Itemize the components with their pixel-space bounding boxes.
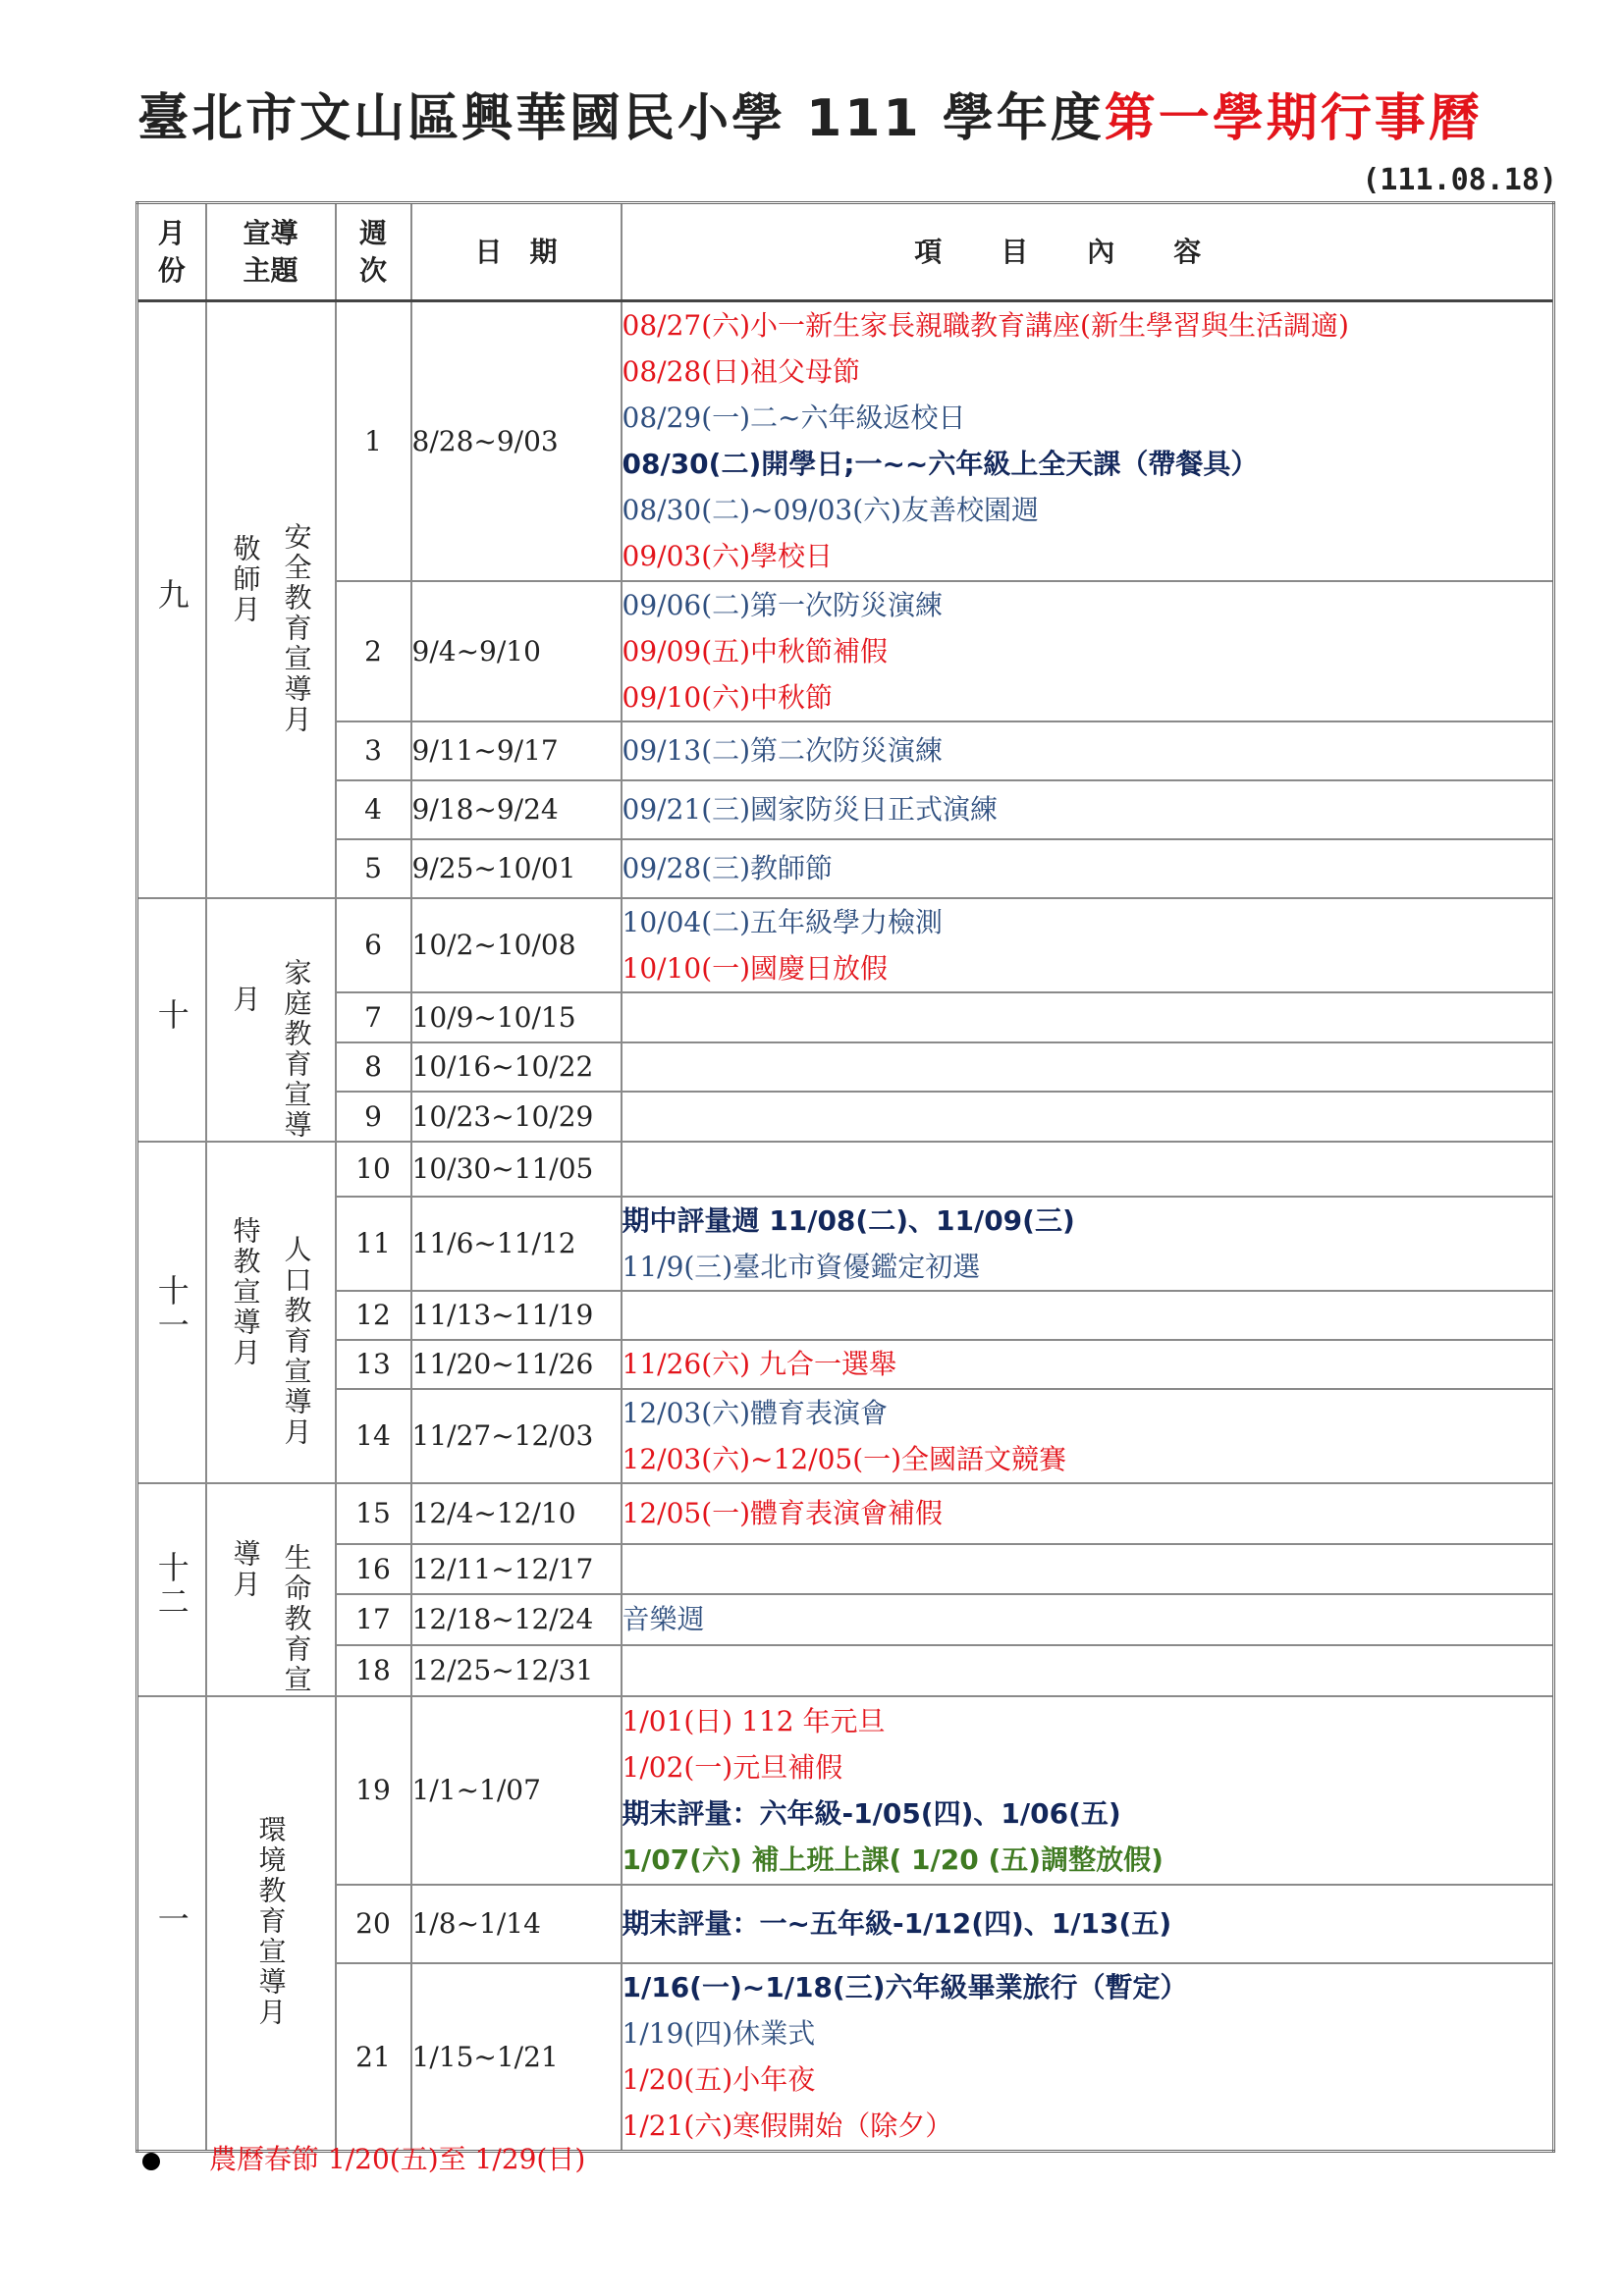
week-dates: 10/2~10/08 — [411, 898, 622, 993]
theme-cell — [206, 1483, 336, 1696]
event-item: 09/28(三)教師節 — [622, 852, 834, 884]
week-dates: 10/30~11/05 — [411, 1142, 622, 1197]
theme-cell — [206, 898, 336, 1142]
week-number: 10 — [336, 1142, 411, 1197]
week-events — [622, 780, 1554, 839]
week-number: 19 — [336, 1696, 411, 1885]
month-label: 九 — [152, 578, 190, 614]
event-item: 期中評量週 11/08(二)、11/09(三) — [622, 1203, 1075, 1237]
table-row — [137, 1042, 1554, 1092]
week-number: 16 — [336, 1544, 411, 1595]
bullet-icon — [142, 2153, 160, 2170]
table-row — [137, 1483, 1554, 1544]
event-item: 音樂週 — [622, 1603, 705, 1636]
table-row — [137, 1645, 1554, 1696]
week-dates: 8/28~9/03 — [411, 301, 622, 581]
month-sep — [137, 301, 206, 898]
event-item: 12/03(六)體育表演會 — [622, 1396, 889, 1429]
event-item: 11/9(三)臺北市資優鑑定初選 — [622, 1250, 981, 1283]
month-label: 十 — [152, 998, 190, 1033]
week-number: 15 — [336, 1483, 411, 1544]
event-item: 1/07(六) 補上班上課( 1/20 (五)調整放假) — [622, 1842, 1164, 1876]
week-dates: 12/11~12/17 — [411, 1544, 622, 1595]
table-row — [137, 1963, 1554, 2152]
theme-label-a: 導月 — [229, 1539, 262, 1600]
week-events — [622, 1042, 1554, 1092]
event-item: 1/01(日) 112 年元旦 — [622, 1704, 886, 1737]
event-item: 09/03(六)學校日 — [622, 540, 834, 573]
week-events — [622, 1142, 1554, 1197]
week-number: 5 — [336, 839, 411, 898]
week-events — [622, 1963, 1554, 2152]
theme-cell — [206, 301, 336, 898]
week-events — [622, 581, 1554, 721]
month-jan — [137, 1696, 206, 2152]
page-title — [137, 77, 1561, 150]
week-events — [622, 301, 1554, 581]
title-main: 臺北市文山區興華國民小學 111 學年度 — [137, 89, 1105, 148]
week-events — [622, 1483, 1554, 1544]
event-item: 1/20(五)小年夜 — [622, 2063, 816, 2097]
week-events — [622, 992, 1554, 1041]
week-dates: 9/18~9/24 — [411, 780, 622, 839]
week-number: 18 — [336, 1645, 411, 1696]
event-item: 期末評量：一~五年級-1/12(四)、1/13(五) — [622, 1907, 1172, 1940]
table-row — [137, 1696, 1554, 1885]
week-events — [622, 1389, 1554, 1483]
week-events — [622, 721, 1554, 780]
week-dates: 11/20~11/26 — [411, 1340, 622, 1389]
week-events — [622, 1092, 1554, 1141]
theme-label-a: 特教宣導月 — [229, 1216, 262, 1368]
week-dates: 10/9~10/15 — [411, 992, 622, 1041]
week-number: 1 — [336, 301, 411, 581]
event-item: 期末評量：六年級-1/05(四)、1/06(五) — [622, 1796, 1121, 1830]
header-week: 週次 — [336, 203, 411, 301]
event-item: 11/26(六) 九合一選舉 — [622, 1348, 896, 1380]
theme-cell — [206, 1696, 336, 2152]
week-dates: 9/11~9/17 — [411, 721, 622, 780]
event-item: 08/27(六)小一新生家長親職教育講座(新生學習與生活調適) — [622, 309, 1349, 343]
week-dates: 10/23~10/29 — [411, 1092, 622, 1141]
event-item: 09/09(五)中秋節補假 — [622, 634, 889, 667]
week-dates: 12/18~12/24 — [411, 1594, 622, 1645]
week-dates: 1/1~1/07 — [411, 1696, 622, 1885]
event-item: 09/06(二)第一次防災演練 — [622, 588, 944, 621]
table-row — [137, 1340, 1554, 1389]
month-oct — [137, 898, 206, 1142]
table-row — [137, 1544, 1554, 1595]
event-item: 12/05(一)體育表演會補假 — [622, 1497, 944, 1529]
event-item: 08/28(日)祖父母節 — [622, 355, 861, 389]
table-row — [137, 301, 1554, 581]
week-dates: 11/6~11/12 — [411, 1197, 622, 1291]
table-row — [137, 992, 1554, 1041]
header-date: 日 期 — [411, 203, 622, 301]
event-item: 08/30(二)~09/03(六)友善校園週 — [622, 494, 1040, 527]
week-dates: 12/25~12/31 — [411, 1645, 622, 1696]
theme-label-b: 生命教育宣 — [280, 1542, 313, 1695]
theme-cell — [206, 1142, 336, 1483]
week-events — [622, 1645, 1554, 1696]
event-item: 09/21(三)國家防災日正式演練 — [622, 793, 999, 826]
table-row — [137, 1291, 1554, 1340]
month-label: 一 — [152, 1901, 190, 1937]
header-month: 月份 — [137, 203, 206, 301]
week-events — [622, 1291, 1554, 1340]
event-item: 1/19(四)休業式 — [622, 2017, 816, 2051]
week-events — [622, 1696, 1554, 1885]
week-events — [622, 898, 1554, 993]
week-number: 7 — [336, 992, 411, 1041]
week-events — [622, 839, 1554, 898]
week-events — [622, 1197, 1554, 1291]
table-row — [137, 898, 1554, 993]
document-date: (111.08.18) — [1362, 163, 1557, 197]
table-row — [137, 1885, 1554, 1963]
event-item: 10/04(二)五年級學力檢測 — [622, 905, 944, 938]
week-number: 8 — [336, 1042, 411, 1092]
header-row — [137, 203, 1554, 301]
week-number: 6 — [336, 898, 411, 993]
event-item: 1/21(六)寒假開始（除夕） — [622, 2109, 953, 2143]
calendar-table — [135, 201, 1555, 2153]
week-dates: 9/4~9/10 — [411, 581, 622, 721]
month-nov — [137, 1142, 206, 1483]
week-number: 11 — [336, 1197, 411, 1291]
week-dates: 1/8~1/14 — [411, 1885, 622, 1963]
week-number: 3 — [336, 721, 411, 780]
week-events — [622, 1340, 1554, 1389]
week-events — [622, 1594, 1554, 1645]
week-number: 17 — [336, 1594, 411, 1645]
event-item: 1/02(一)元旦補假 — [622, 1750, 843, 1784]
week-number: 12 — [336, 1291, 411, 1340]
theme-label-a: 敬師月 — [229, 534, 262, 626]
theme-label-b: 家庭教育宣導 — [280, 957, 313, 1141]
table-row — [137, 839, 1554, 898]
theme-label: 環境教育宣導月 — [254, 1814, 288, 2028]
table-row — [137, 1197, 1554, 1291]
week-dates: 10/16~10/22 — [411, 1042, 622, 1092]
header-items: 項目內容 — [622, 203, 1554, 301]
theme-label-a: 月 — [229, 985, 262, 1015]
event-item: 08/30(二)開學日;一~~六年級上全天課（帶餐具） — [622, 448, 1259, 481]
table-row — [137, 581, 1554, 721]
event-item: 09/10(六)中秋節 — [622, 680, 834, 714]
week-events — [622, 1885, 1554, 1963]
table-row — [137, 721, 1554, 780]
event-item: 10/10(一)國慶日放假 — [622, 951, 889, 985]
week-number: 21 — [336, 1963, 411, 2152]
month-dec — [137, 1483, 206, 1696]
event-item: 12/03(六)~12/05(一)全國語文競賽 — [622, 1442, 1067, 1475]
header-theme: 宣導主題 — [206, 203, 336, 301]
week-number: 20 — [336, 1885, 411, 1963]
week-dates: 1/15~1/21 — [411, 1963, 622, 2152]
week-number: 14 — [336, 1389, 411, 1483]
theme-label-b: 安全教育宣導月 — [280, 522, 313, 736]
event-item: 09/13(二)第二次防災演練 — [622, 734, 944, 767]
week-dates: 11/13~11/19 — [411, 1291, 622, 1340]
table-row — [137, 1594, 1554, 1645]
month-label: 十一 — [152, 1273, 190, 1343]
week-events — [622, 1544, 1554, 1595]
table-row — [137, 1389, 1554, 1483]
table-row — [137, 1142, 1554, 1197]
week-number: 2 — [336, 581, 411, 721]
week-number: 13 — [336, 1340, 411, 1389]
week-dates: 12/4~12/10 — [411, 1483, 622, 1544]
week-dates: 11/27~12/03 — [411, 1389, 622, 1483]
footnote-text: 農曆春節 1/20(五)至 1/29(日) — [209, 2143, 586, 2175]
event-item: 08/29(一)二~六年級返校日 — [622, 401, 966, 435]
week-number: 9 — [336, 1092, 411, 1141]
title-highlight: 第一學期行事曆 — [1104, 89, 1483, 148]
table-row — [137, 1092, 1554, 1141]
theme-label-b: 人口教育宣導月 — [280, 1235, 313, 1448]
table-row — [137, 780, 1554, 839]
week-number: 4 — [336, 780, 411, 839]
event-item: 1/16(一)~1/18(三)六年級畢業旅行（暫定） — [622, 1971, 1188, 2004]
week-dates: 9/25~10/01 — [411, 839, 622, 898]
footnote — [142, 2138, 585, 2177]
month-label: 十二 — [152, 1551, 190, 1620]
